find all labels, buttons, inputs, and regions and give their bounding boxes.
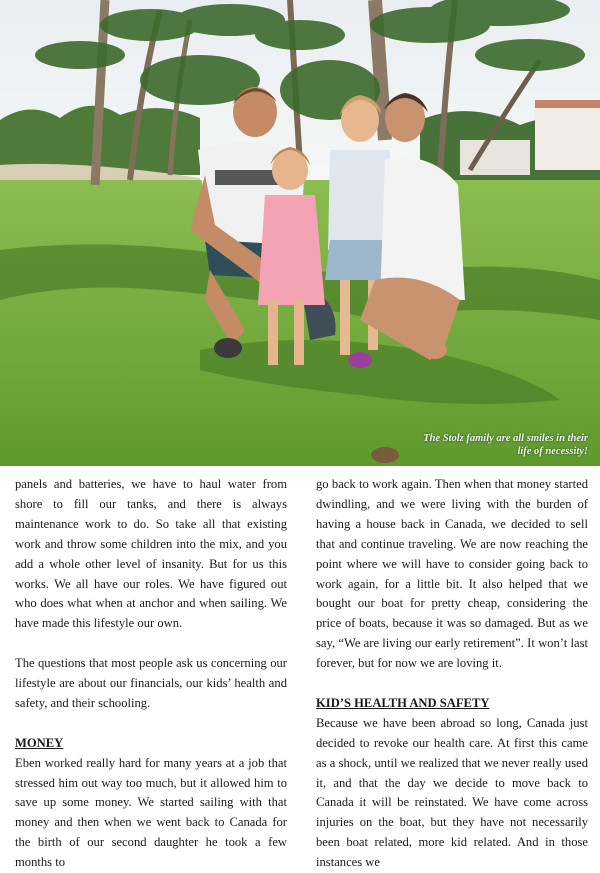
section-heading-health-safety: KID’S HEALTH AND SAFETY: [316, 695, 490, 710]
paragraph: go back to work again. Then when that money started dwindling, and we were living with the burden of having a house back in Canada, we decided to sell that and continue traveling. We are now reaching the point where we will have to consider going back to work again, for a little bit. It also helped that we bought our boat for pretty cheap, considering the price of boats, because it was so damaged. But as we say, “We are living our early retirement”. It won’t last forever, but for now we are loving it.: [316, 477, 588, 671]
paragraph: Because we have been abroad so long, Canada just decided to revoke our health care. At first this came as a shock, until we realized that we never really used it, and that the day we decide to move back to Canada it will be reinstated. We have come across injuries on the boat, but they have not necessarily been boat related, more kid related. And in those instances we: [316, 715, 588, 870]
caption-line-1: The Stolz family are all smiles in their: [423, 433, 588, 444]
article-column-right: [316, 475, 588, 873]
caption-line-2: life of necessity!: [517, 446, 588, 457]
section-heading-money: MONEY: [15, 735, 64, 750]
article-column-left: [15, 475, 287, 873]
paragraph: panels and batteries, we have to haul water from shore to fill our tanks, and there is always maintenance work to do. So take all that existing work and throw some children into the mix, and you add a whole other level of insanity. But for us this works. We all have our roles. We have figured out who does what when at anchor and when sailing. We have made this lifestyle our own.: [15, 477, 287, 631]
paragraph: The questions that most people ask us concerning our lifestyle are about our financials, our kids’ health and safety, and their schooling.: [15, 656, 287, 710]
photo-caption: [358, 432, 588, 458]
paragraph: Eben worked really hard for many years at a job that stressed him out way too much, but it allowed him to save up some money. We started sailing with that money and then when we went back to Canada for the birth of our second daughter he took a few months to: [15, 755, 287, 870]
